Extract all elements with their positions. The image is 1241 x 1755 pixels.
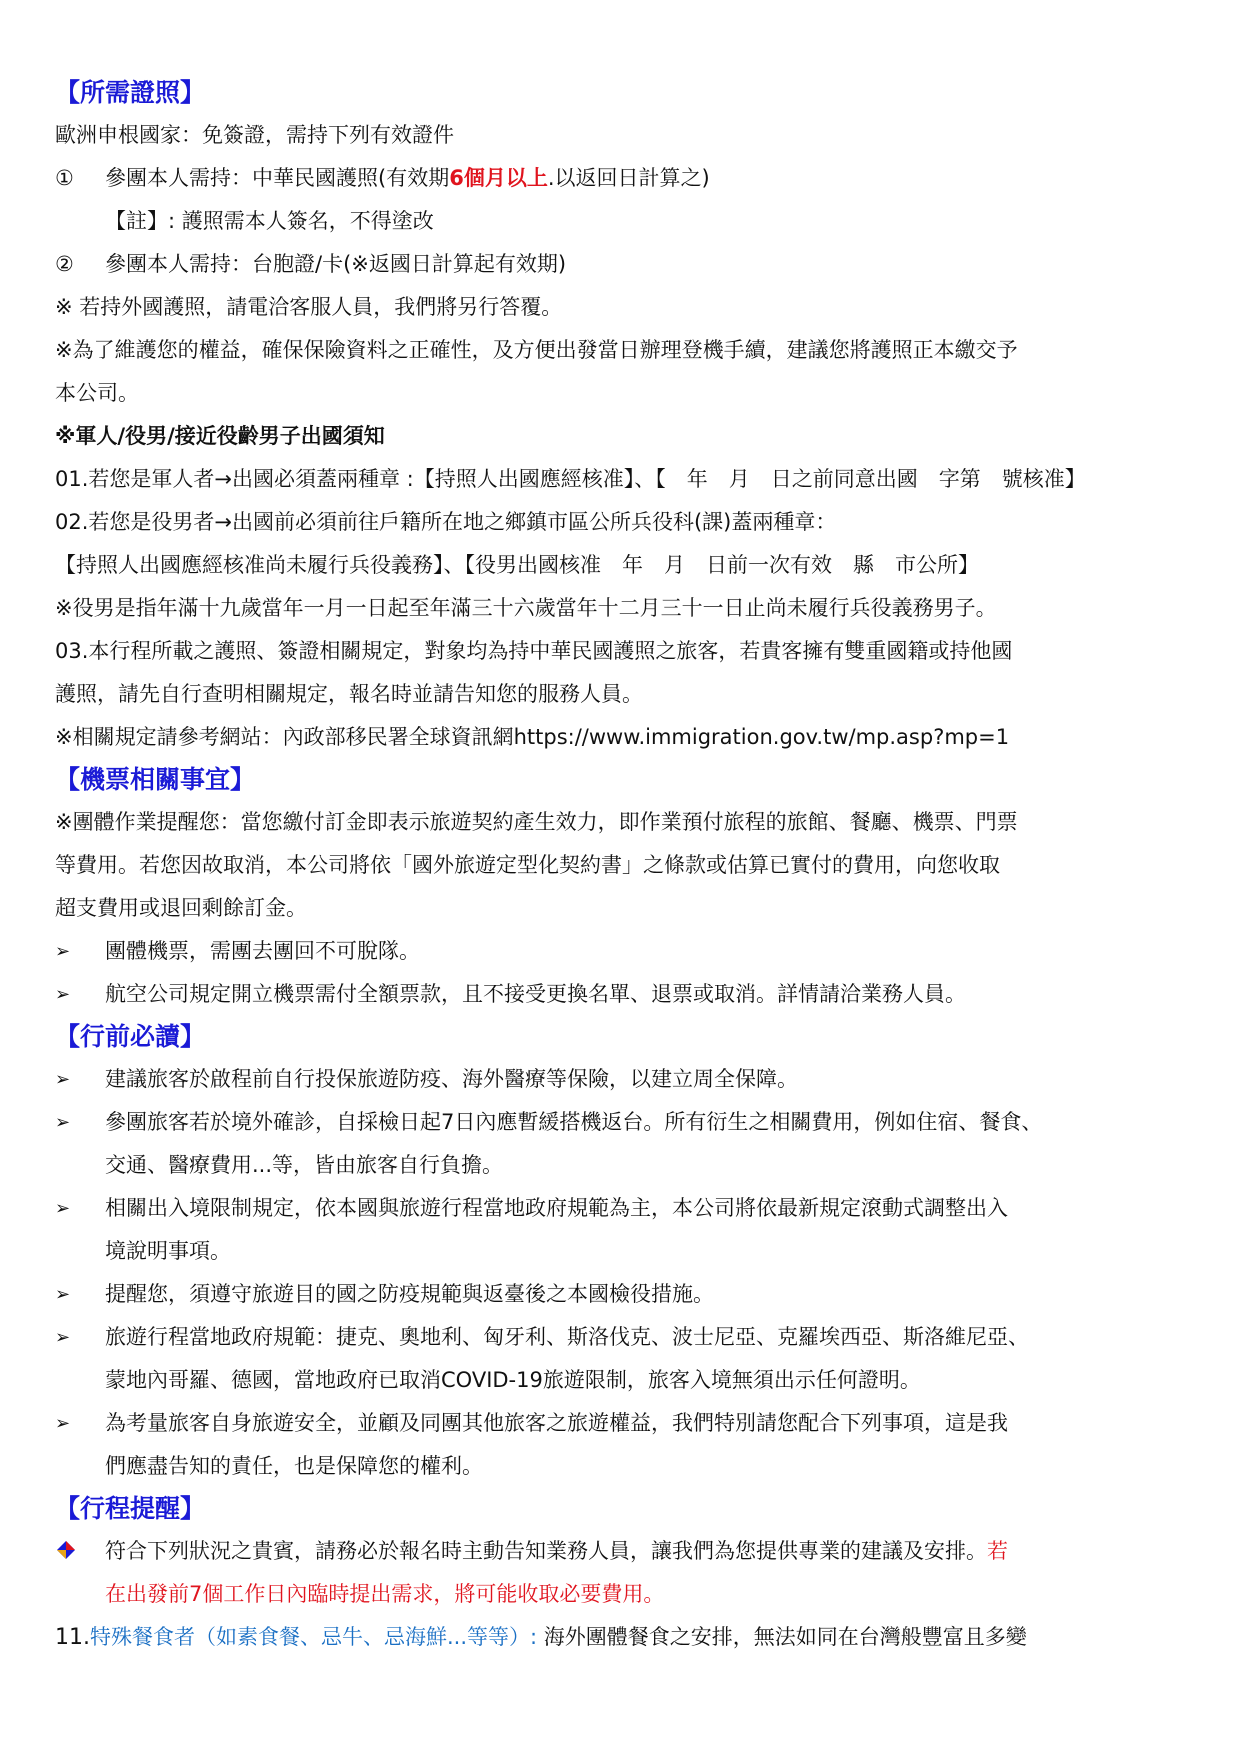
ticket-notice-line-3: 超支費用或退回剩餘訂金。: [55, 896, 307, 920]
ticket-notice-line-1: ※團體作業提醒您：當您繳付訂金即表示旅遊契約產生效力，即作業預付旅程的旅館、餐廳、機票、門票: [55, 810, 1018, 834]
reminder-item: [55, 1530, 1195, 1616]
arrow-bullet-icon: ➢: [55, 1413, 71, 1434]
arrow-bullet-icon: ➢: [55, 941, 71, 962]
military-definition: ※役男是指年滿十九歲當年一月一日起至年滿三十六歲當年十二月三十一日止尚未履行兵役義務男子。: [55, 596, 997, 620]
before-bullet-5-line-2: 蒙地內哥羅、德國，當地政府已取消COVID-19旅遊限制，旅客入境無須出示任何證明。: [105, 1368, 921, 1392]
before-bullet-6-line-2: 們應盡告知的責任，也是保障您的權利。: [105, 1454, 483, 1478]
reminder-text: 符合下列狀況之貴賓，請務必於報名時主動告知業務人員，讓我們為您提供專業的建議及安排。: [105, 1539, 987, 1563]
special-meal-number: 11.: [55, 1625, 90, 1650]
docs-item-1-emphasis: 6個月以上: [449, 166, 548, 190]
document-content: [55, 72, 1195, 1659]
arrow-bullet-icon: ➢: [55, 1284, 71, 1305]
docs-intro: 歐洲申根國家：免簽證，需持下列有效證件: [55, 123, 454, 147]
arrow-bullet-icon: ➢: [55, 1069, 71, 1090]
reminder-red-text-start: 若: [987, 1539, 1008, 1563]
military-item-03-line-2: 護照，請先自行查明相關規定，報名時並請告知您的服務人員。: [55, 682, 643, 706]
before-bullet-1-text: 建議旅客於啟程前自行投保旅遊防疫、海外醫療等保險，以建立周全保障。: [105, 1067, 798, 1091]
military-notice-title: ※軍人/役男/接近役齡男子出國須知: [55, 424, 385, 448]
circled-number-1: ①: [55, 166, 74, 190]
docs-foreign-passport: ※ 若持外國護照，請電洽客服人員，我們將另行答覆。: [55, 295, 563, 319]
before-bullet-5-line-1: 旅遊行程當地政府規範：捷克、奧地利、匈牙利、斯洛伐克、波士尼亞、克羅埃西亞、斯洛維尼亞、: [105, 1325, 1029, 1349]
before-bullet-6-line-1: 為考量旅客自身旅遊安全，並顧及同團其他旅客之旅遊權益，我們特別請您配合下列事項，這是我: [105, 1411, 1008, 1435]
special-meal-item: [55, 1616, 1195, 1659]
section-title-air-tickets: 【機票相關事宜】: [55, 765, 256, 794]
ticket-bullet-1: [55, 930, 1195, 973]
before-bullet-2: [55, 1101, 1195, 1187]
circled-number-2: ②: [55, 252, 74, 276]
section-title-trip-reminder: 【行程提醒】: [55, 1494, 206, 1523]
military-item-02-stamp: 【持照人出國應經核准尚未履行兵役義務】、【役男出國核准 年 月 日前一次有效 縣 市公所】: [55, 553, 979, 577]
before-bullet-5: [55, 1316, 1195, 1402]
docs-item-1-text-end: .以返回日計算之): [547, 166, 710, 190]
military-item-01: 01.若您是軍人者→出國必須蓋兩種章 :【持照人出國應經核准】、【 年 月 日之前同意出國 字第 號核准】: [55, 467, 1086, 491]
docs-item-1-text: 參團本人需持：中華民國護照(有效期: [105, 166, 450, 190]
before-bullet-3-line-2: 境說明事項。: [105, 1239, 231, 1263]
ticket-bullet-1-text: 團體機票，需團去團回不可脫隊。: [105, 939, 420, 963]
before-bullet-2-line-1: 參團旅客若於境外確診，自採檢日起7日內應暫緩搭機返台。所有衍生之相關費用，例如住宿、餐食、: [105, 1110, 1043, 1134]
ticket-notice-line-2: 等費用。若您因故取消，本公司將依「國外旅遊定型化契約書」之條款或估算已實付的費用，向您收取: [55, 853, 1000, 877]
before-bullet-6: [55, 1402, 1195, 1488]
military-item-02: 02.若您是役男者→出國前必須前往戶籍所在地之鄉鎮市區公所兵役科(課)蓋兩種章：: [55, 510, 837, 534]
military-item-03-line-1: 03.本行程所載之護照、簽證相關規定，對象均為持中華民國護照之旅客，若貴客擁有雙重國籍或持他國: [55, 639, 1013, 663]
docs-item-1: [55, 157, 1195, 200]
before-bullet-3-line-1: 相關出入境限制規定，依本國與旅遊行程當地政府規範為主，本公司將依最新規定滾動式調整出入: [105, 1196, 1008, 1220]
ticket-bullet-2: [55, 973, 1195, 1016]
special-meal-text: 海外團體餐食之安排，無法如同在台灣般豐富且多變: [537, 1625, 1027, 1649]
before-bullet-2-line-2: 交通、醫療費用...等，皆由旅客自行負擔。: [105, 1153, 504, 1177]
docs-note-text: 【註】: 護照需本人簽名，不得塗改: [105, 209, 434, 233]
arrow-bullet-icon: ➢: [55, 1112, 71, 1133]
before-bullet-4: [55, 1273, 1195, 1316]
before-bullet-4-text: 提醒您，須遵守旅遊目的國之防疫規範與返臺後之本國檢役措施。: [105, 1282, 714, 1306]
docs-advice-line-2: 本公司。: [55, 381, 139, 405]
ticket-bullet-2-text: 航空公司規定開立機票需付全額票款，且不接受更換名單、退票或取消。詳情請洽業務人員。: [105, 982, 966, 1006]
docs-note: [55, 200, 1195, 243]
docs-item-2-text: 參團本人需持：台胞證/卡(※返國日計算起有效期): [105, 252, 567, 276]
docs-item-2: [55, 243, 1195, 286]
arrow-bullet-icon: ➢: [55, 1198, 71, 1219]
section-title-must-read: 【行前必讀】: [55, 1022, 206, 1051]
arrow-bullet-icon: ➢: [55, 984, 71, 1005]
before-bullet-3: [55, 1187, 1195, 1273]
before-bullet-1: [55, 1058, 1195, 1101]
docs-advice-line-1: ※為了維護您的權益，確保保險資料之正確性，及方便出發當日辦理登機手續，建議您將護照正本繳交予: [55, 338, 1018, 362]
section-title-required-documents: 【所需證照】: [55, 78, 206, 107]
diamond-bullet-icon: [55, 1530, 105, 1616]
arrow-bullet-icon: ➢: [55, 1327, 71, 1348]
special-meal-label: 特殊餐食者（如素食餐、忌牛、忌海鮮...等等）:: [90, 1625, 538, 1649]
reminder-red-text: 在出發前7個工作日內臨時提出需求，將可能收取必要費用。: [105, 1582, 665, 1606]
immigration-reference: ※相關規定請參考網站：內政部移民署全球資訊網https://www.immigration.gov.tw/mp.asp?mp=1: [55, 725, 1010, 749]
